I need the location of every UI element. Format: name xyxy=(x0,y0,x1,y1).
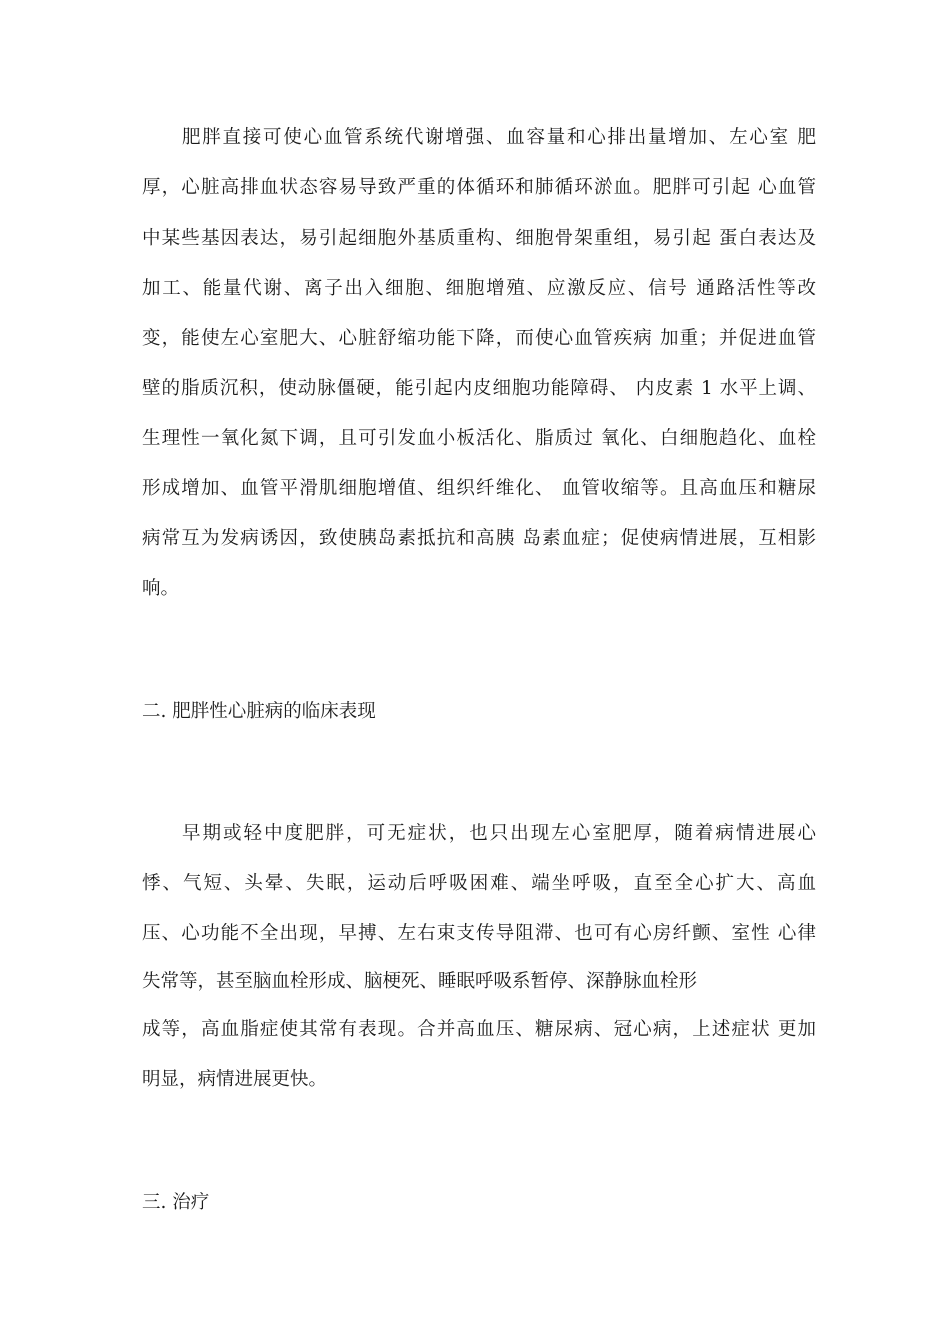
paragraph-line: 加工、能量代谢、离子出入细胞、细胞增殖、应激反应、信号 通路活性等改 xyxy=(142,278,816,299)
paragraph-line: 变，能使左心室肥大、心脏舒缩功能下降，而使心血管疾病 加重；并促进血管 xyxy=(142,328,816,349)
paragraph-line: 中某些基因表达，易引起细胞外基质重构、细胞骨架重组，易引起 蛋白表达及 xyxy=(142,228,816,249)
paragraph-line: 早期或轻中度肥胖，可无症状，也只出现左心室肥厚，随着病情进展心 xyxy=(182,823,816,844)
paragraph-line: 悸、气短、头晕、失眠，运动后呼吸困难、端坐呼吸，直至全心扩大、高血 xyxy=(142,873,816,894)
paragraph-line: 压、心功能不全出现，早搏、左右束支传导阻滞、也可有心房纤颤、室性 心律 xyxy=(142,923,816,944)
paragraph-line: 响。 xyxy=(142,578,180,599)
section-heading-treatment: 三. 治疗 xyxy=(142,1192,210,1213)
section-heading-clinical: 二. 肥胖性心脏病的临床表现 xyxy=(142,701,376,722)
paragraph-line: 病常互为发病诱因，致使胰岛素抵抗和高胰 岛素血症；促使病情进展，互相影 xyxy=(142,528,816,549)
paragraph-line: 明显，病情进展更快。 xyxy=(142,1069,328,1090)
paragraph-line: 形成增加、血管平滑肌细胞增值、组织纤维化、 血管收缩等。且高血压和糖尿 xyxy=(142,478,816,499)
paragraph-line: 生理性一氧化氮下调，且可引发血小板活化、脂质过 氧化、白细胞趋化、血栓 xyxy=(142,428,816,449)
paragraph-line: 壁的脂质沉积，使动脉僵硬，能引起内皮细胞功能障碍、 内皮素 1 水平上调、 xyxy=(142,378,816,399)
paragraph-line: 厚，心脏高排血状态容易导致严重的体循环和肺循环淤血。肥胖可引起 心血管 xyxy=(142,177,816,198)
paragraph-line: 失常等，甚至脑血栓形成、脑梗死、睡眠呼吸系暂停、深静脉血栓形 xyxy=(142,971,698,992)
paragraph-line: 成等，高血脂症使其常有表现。合并高血压、糖尿病、冠心病，上述症状 更加 xyxy=(142,1019,816,1040)
paragraph-line: 肥胖直接可使心血管系统代谢增强、血容量和心排出量增加、左心室 肥 xyxy=(182,127,816,148)
